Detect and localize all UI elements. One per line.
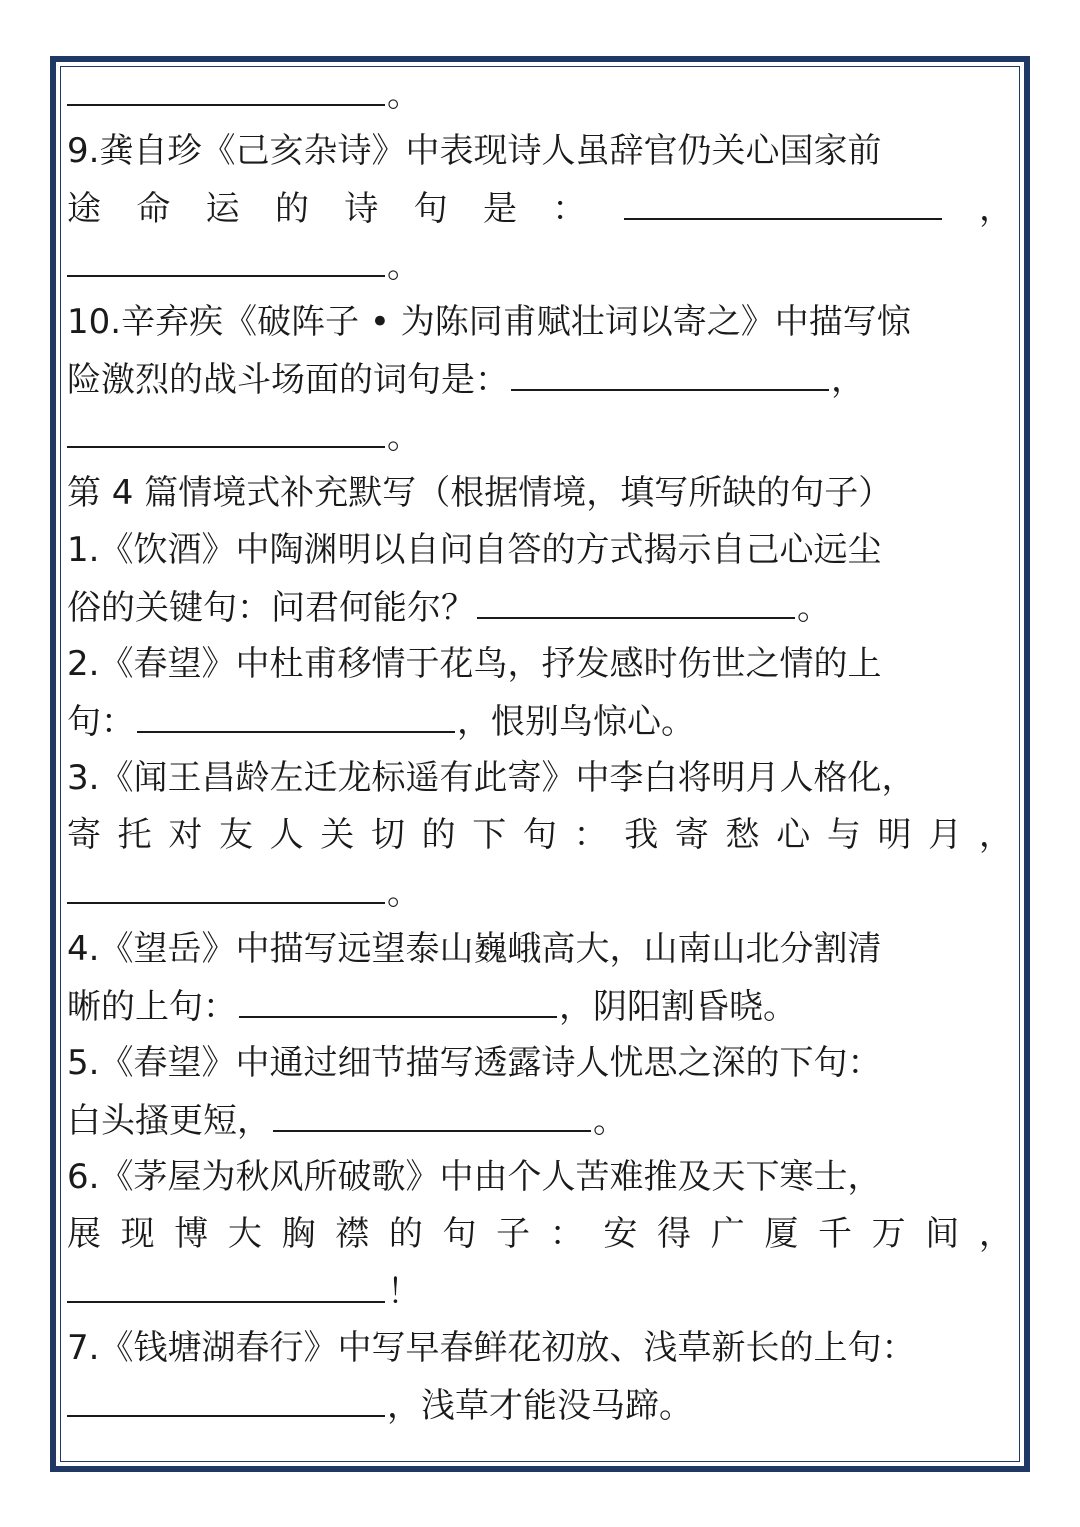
char: 安: [603, 1214, 638, 1254]
char: 下: [472, 815, 507, 855]
item-7: 7.《钱塘湖春行》中写早春鲜花初放、浅草新长的上句：: [67, 1328, 916, 1368]
char: 月: [928, 815, 963, 855]
char: 运: [205, 189, 240, 229]
item-3-prompt: [67, 807, 1013, 864]
item-6-prompt: [67, 1206, 1013, 1263]
question-10: 10.辛弃疾《破阵子 • 为陈同甫赋壮词以寄之》中描写惊: [67, 302, 911, 342]
char: 襟: [335, 1214, 370, 1254]
char: 关: [320, 815, 355, 855]
char: 博: [174, 1214, 209, 1254]
item-2: 2.《春望》中杜甫移情于花鸟，抒发感时伤世之情的上: [67, 644, 882, 684]
char: 友: [218, 815, 253, 855]
char: 广: [710, 1214, 745, 1254]
char: ：: [573, 815, 608, 855]
char: 厦: [764, 1214, 799, 1254]
char: 寄: [67, 815, 101, 855]
fill-blank[interactable]: [511, 351, 829, 391]
char: ：: [549, 1214, 584, 1254]
char: ，: [978, 815, 1013, 855]
fill-blank[interactable]: [137, 693, 455, 733]
item-3: 3.《闻王昌龄左迁龙标遥有此寄》中李白将明月人格化，: [67, 758, 916, 798]
char: 胸: [281, 1214, 316, 1254]
char: 诗: [344, 189, 379, 229]
item-5: 5.《春望》中通过细节描写透露诗人忧思之深的下句：: [67, 1043, 882, 1083]
char: 得: [657, 1214, 692, 1254]
char: 的: [274, 189, 309, 229]
answer-line: 。: [67, 864, 1013, 921]
char: ：: [552, 189, 587, 229]
item-7-prompt: ，浅草才能没马蹄。: [67, 1377, 1013, 1434]
char: 句: [413, 189, 448, 229]
fill-blank[interactable]: [239, 978, 557, 1018]
item-1-prompt: 俗的关键句：问君何能尔？ 。: [67, 579, 1013, 636]
char: 对: [168, 815, 203, 855]
char: 命: [136, 189, 171, 229]
char: 大: [227, 1214, 262, 1254]
char: 间: [925, 1214, 960, 1254]
question-9-prompt: [67, 180, 1013, 237]
char: 寄: [674, 815, 709, 855]
char: 的: [388, 1214, 423, 1254]
question-9: 9.龚自珍《己亥杂诗》中表现诗人虽辞官仍关心国家前: [67, 131, 882, 171]
worksheet-content: [67, 66, 1013, 1434]
char: 现: [120, 1214, 155, 1254]
char: 句: [442, 1214, 477, 1254]
char: 明: [877, 815, 912, 855]
item-4: 4.《望岳》中描写远望泰山巍峨高大，山南山北分割清: [67, 929, 882, 969]
char: 的: [421, 815, 456, 855]
char: ，: [978, 189, 1013, 229]
answer-line: 。: [67, 237, 1013, 294]
item-6: 6.《茅屋为秋风所破歌》中由个人苦难推及天下寒士，: [67, 1157, 882, 1197]
fill-blank[interactable]: [67, 237, 385, 277]
item-4-prompt: 晰的上句： ，阴阳割昏晓。: [67, 978, 1013, 1035]
fill-blank[interactable]: [624, 180, 942, 220]
char: 心: [776, 815, 811, 855]
fill-blank[interactable]: [67, 66, 385, 106]
char: 展: [67, 1214, 101, 1254]
char: 是: [482, 189, 517, 229]
section-heading: 第 4 篇情境式补充默写（根据情境，填写所缺的句子）: [67, 473, 893, 513]
char: 与: [826, 815, 861, 855]
item-5-prompt: 白头搔更短， 。: [67, 1092, 1013, 1149]
char: 千: [817, 1214, 852, 1254]
answer-line: 。: [67, 66, 1013, 123]
char: 我: [624, 815, 659, 855]
fill-blank[interactable]: [67, 1263, 385, 1303]
char: 人: [269, 815, 304, 855]
char: 切: [370, 815, 405, 855]
fill-blank[interactable]: [67, 864, 385, 904]
char: 句: [522, 815, 557, 855]
item-2-prompt: 句： ，恨别鸟惊心。: [67, 693, 1013, 750]
question-10-prompt: 险激烈的战斗场面的词句是： ，: [67, 351, 1013, 408]
char: 子: [496, 1214, 531, 1254]
fill-blank[interactable]: [67, 408, 385, 448]
answer-line: 。: [67, 408, 1013, 465]
fill-blank[interactable]: [477, 579, 795, 619]
fill-blank[interactable]: [67, 1377, 385, 1417]
fill-blank[interactable]: [273, 1092, 591, 1132]
char: 托: [117, 815, 152, 855]
char: ，: [978, 1214, 1013, 1254]
item-1: 1.《饮酒》中陶渊明以自问自答的方式揭示自己心远尘: [67, 530, 882, 570]
answer-line: ！: [67, 1263, 1013, 1320]
char: 途: [67, 189, 101, 229]
char: 愁: [725, 815, 760, 855]
char: 万: [871, 1214, 906, 1254]
